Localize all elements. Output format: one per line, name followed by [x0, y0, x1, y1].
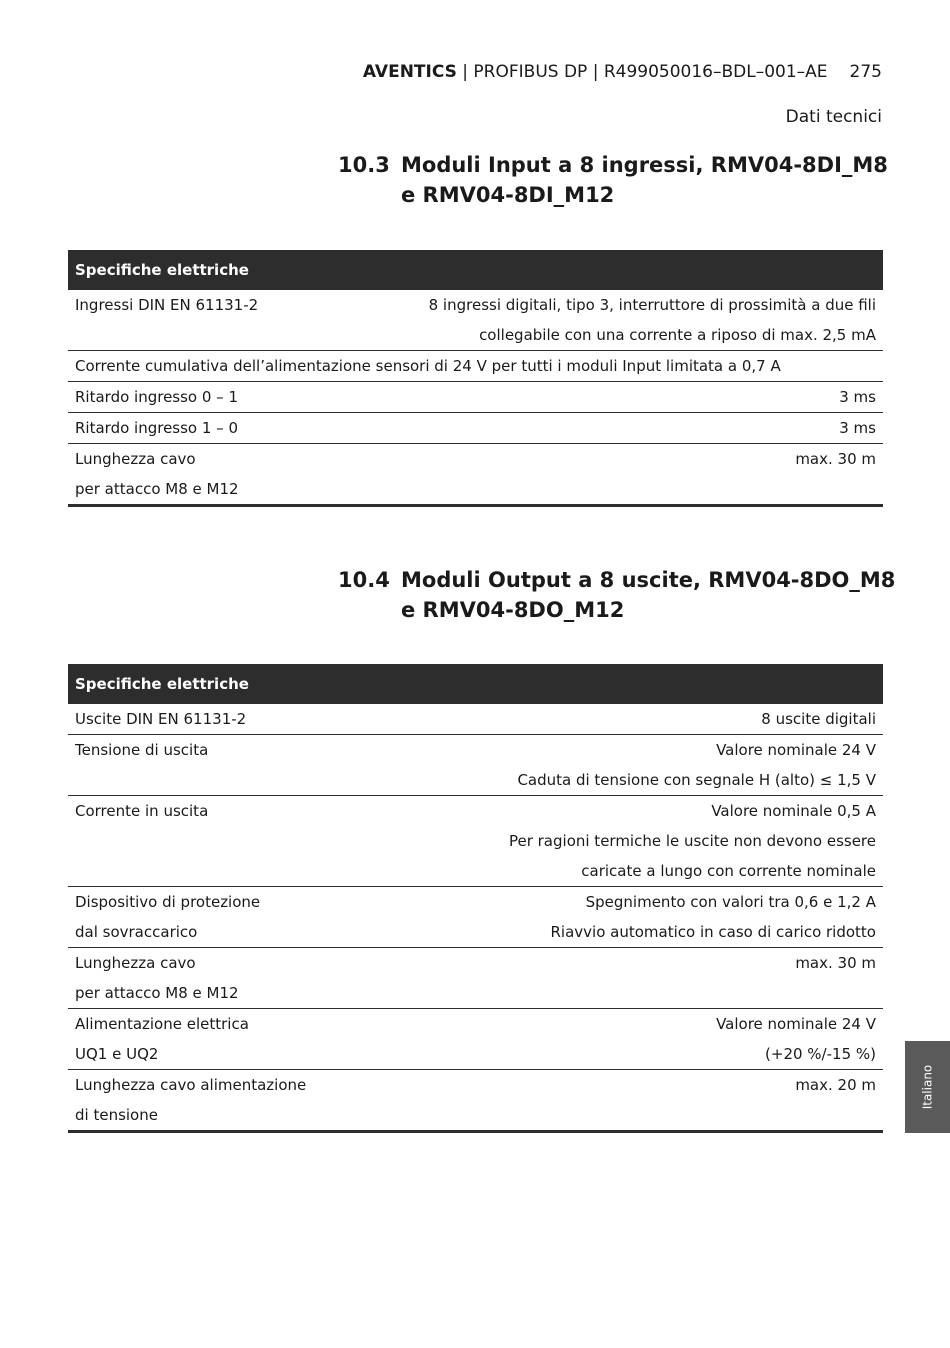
row-line: [68, 351, 883, 381]
brand-name: AVENTICS: [362, 62, 457, 82]
row-line: [68, 290, 883, 320]
spec-label: Lunghezza cavo: [75, 450, 196, 468]
table-header: Specifiche elettriche: [68, 250, 883, 290]
table-row: [68, 1069, 883, 1130]
table-row: [68, 1008, 883, 1069]
table-row: [68, 443, 883, 504]
spec-value: Valore nominale 24 V: [716, 1015, 876, 1033]
spec-value: Valore nominale 0,5 A: [711, 802, 876, 820]
row-line: [68, 704, 883, 734]
row-line: [68, 917, 883, 947]
table-row: [68, 381, 883, 412]
document-reference: | PROFIBUS DP | R499050016–BDL–001–AE: [456, 62, 828, 82]
table-row: [68, 795, 883, 886]
spec-value: Spegnimento con valori tra 0,6 e 1,2 A: [585, 893, 876, 911]
page-number: 275: [849, 62, 882, 82]
spec-label: Lunghezza cavo: [75, 954, 196, 972]
spec-label: di tensione: [75, 1106, 158, 1124]
row-line: [68, 444, 883, 474]
spec-label: per attacco M8 e M12: [75, 480, 239, 498]
section-heading-10-3: [338, 150, 898, 210]
row-line: [68, 948, 883, 978]
section-title: Moduli Output a 8 uscite, RMV04-8DO_M8 e RMV04-8DO_M12: [401, 568, 896, 622]
spec-label: Uscite DIN EN 61131-2: [75, 710, 247, 728]
table-row: [68, 350, 883, 381]
row-line: [68, 474, 883, 504]
row-line: [68, 413, 883, 443]
spec-table-output-modules: [68, 664, 883, 1133]
table-row: [68, 734, 883, 795]
chapter-name: Dati tecnici: [785, 107, 882, 127]
table-row: [68, 290, 883, 350]
spec-value: Caduta di tensione con segnale H (alto) ≤ 1,5 V: [517, 771, 876, 789]
spec-label: Alimentazione elettrica: [75, 1015, 249, 1033]
spec-label: Ritardo ingresso 0 – 1: [75, 388, 238, 406]
row-line: [68, 887, 883, 917]
spec-value: max. 30 m: [795, 954, 876, 972]
row-line: [68, 382, 883, 412]
spec-label: per attacco M8 e M12: [75, 984, 239, 1002]
section-title: Moduli Input a 8 ingressi, RMV04-8DI_M8 e RMV04-8DI_M12: [401, 153, 888, 207]
section-number: 10.3: [338, 153, 390, 177]
table-row: [68, 704, 883, 734]
spec-value: 8 uscite digitali: [761, 710, 876, 728]
spec-value: max. 30 m: [795, 450, 876, 468]
row-line: [68, 1070, 883, 1100]
spec-label: Lunghezza cavo alimentazione: [75, 1076, 307, 1094]
spec-label: dal sovraccarico: [75, 923, 198, 941]
running-header: [363, 62, 882, 82]
row-line: [68, 1009, 883, 1039]
spec-label: Dispositivo di protezione: [75, 893, 261, 911]
spec-value: max. 20 m: [795, 1076, 876, 1094]
language-tab-label: Italiano: [920, 1064, 935, 1110]
row-line: [68, 1039, 883, 1069]
spec-label: Tensione di uscita: [75, 741, 209, 759]
section-number: 10.4: [338, 568, 390, 592]
section-heading-10-4: [338, 565, 898, 625]
row-line: [68, 796, 883, 826]
row-line: [68, 735, 883, 765]
spec-value: Valore nominale 24 V: [716, 741, 876, 759]
spec-label: Ritardo ingresso 1 – 0: [75, 419, 238, 437]
row-line: [68, 1100, 883, 1130]
spec-value: Per ragioni termiche le uscite non devono essere: [508, 832, 876, 850]
row-line: [68, 826, 883, 856]
row-line: [68, 856, 883, 886]
spec-label: Corrente in uscita: [75, 802, 209, 820]
spec-value: 3 ms: [839, 388, 876, 406]
spec-value: caricate a lungo con corrente nominale: [581, 862, 876, 880]
table-row: [68, 412, 883, 443]
spec-table-input-modules: [68, 250, 883, 507]
spec-label: Ingressi DIN EN 61131-2: [75, 296, 259, 314]
row-line: [68, 978, 883, 1008]
spec-label: UQ1 e UQ2: [75, 1045, 159, 1063]
spec-value: collegabile con una corrente a riposo di max. 2,5 mA: [479, 326, 876, 344]
table-header: Specifiche elettriche: [68, 664, 883, 704]
row-line: [68, 320, 883, 350]
spec-value: 8 ingressi digitali, tipo 3, interruttore di prossimità a due fili: [428, 296, 876, 314]
language-tab: [905, 1041, 950, 1133]
row-note: Corrente cumulativa dell’alimentazione sensori di 24 V per tutti i moduli Input limitata a 0,7 A: [75, 357, 781, 375]
spec-value: (+20 %/-15 %): [765, 1045, 876, 1063]
table-row: [68, 886, 883, 947]
row-line: [68, 765, 883, 795]
table-row: [68, 947, 883, 1008]
spec-value: 3 ms: [839, 419, 876, 437]
spec-value: Riavvio automatico in caso di carico ridotto: [550, 923, 876, 941]
